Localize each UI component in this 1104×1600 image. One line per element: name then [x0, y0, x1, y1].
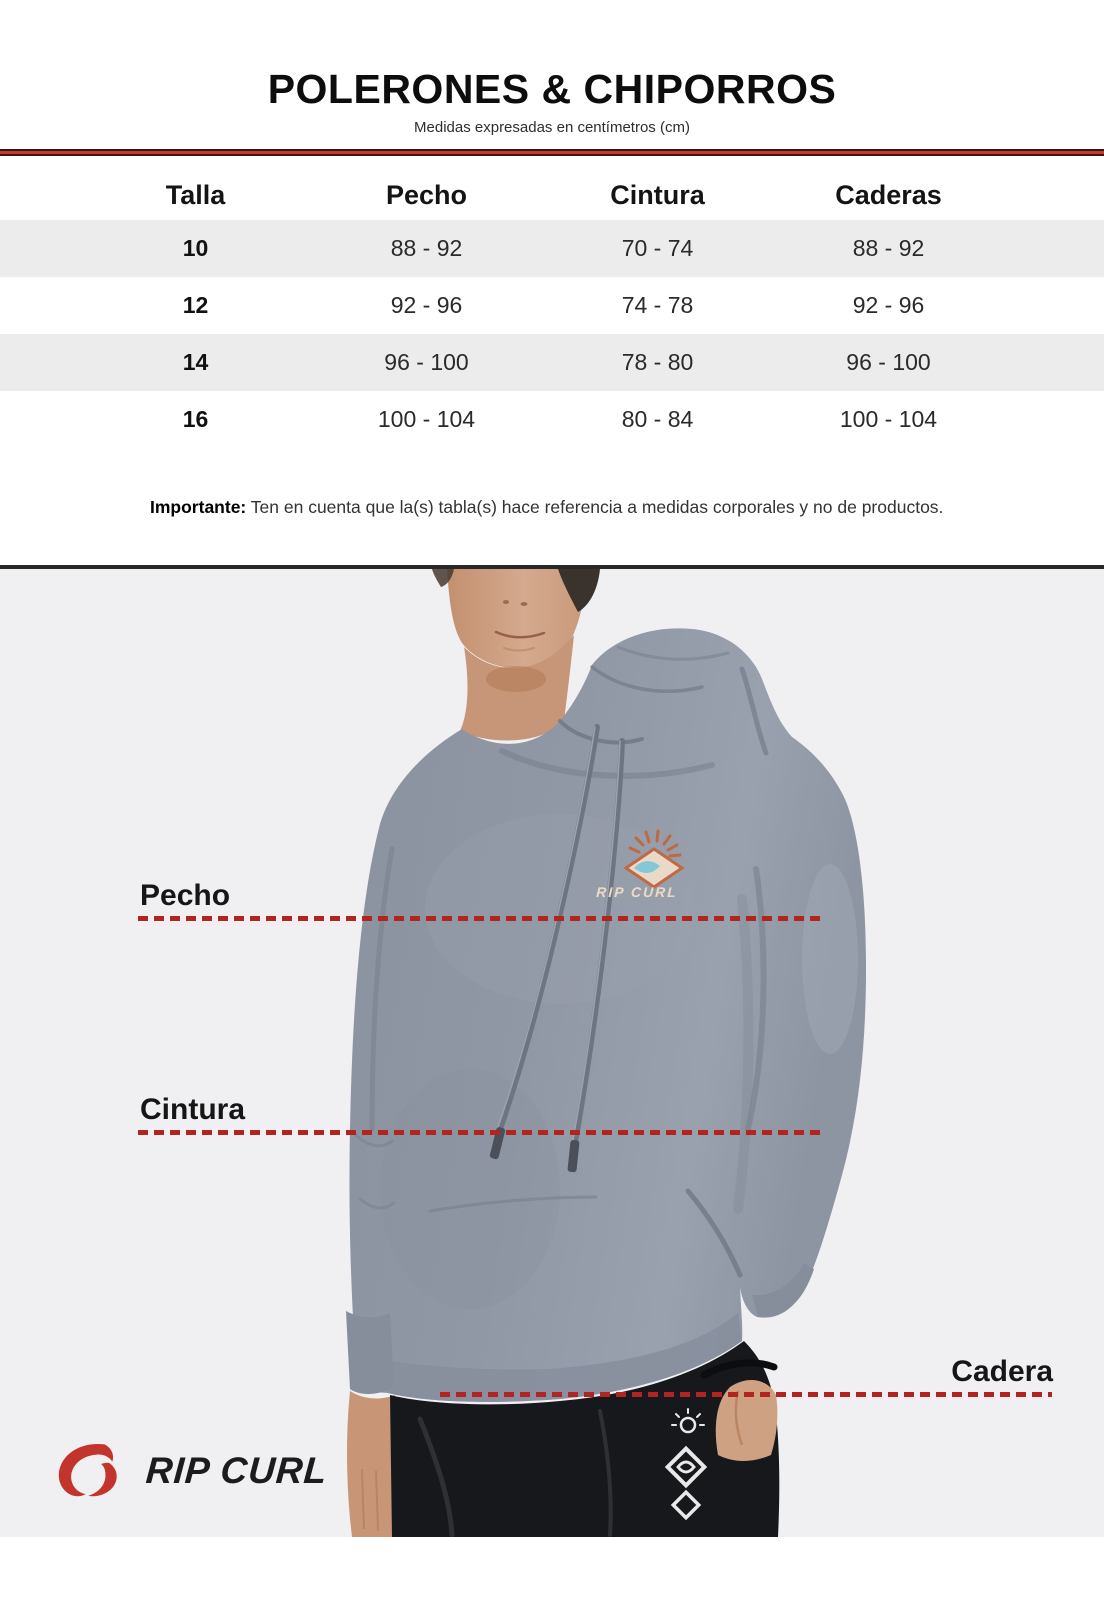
rip-curl-logo-text: RIP CURL — [144, 1450, 329, 1491]
table-row-size-10 — [0, 220, 1104, 277]
cell-pecho: 96 - 100 — [384, 349, 469, 375]
cell-talla: 14 — [182, 349, 209, 375]
column-header-talla: Talla — [165, 180, 226, 210]
cell-pecho: 100 - 104 — [377, 406, 476, 432]
cell-cintura: 78 - 80 — [621, 349, 694, 375]
pecho-dashed-line — [138, 916, 826, 921]
cell-caderas: 88 - 92 — [852, 235, 925, 261]
cadera-dashed-line — [440, 1392, 1052, 1397]
column-header-caderas: Caderas — [835, 180, 942, 210]
page-title: POLERONES & CHIPORROS — [267, 66, 837, 112]
size-table-header — [80, 170, 1004, 220]
page-subtitle: Medidas expresadas en centímetros (cm) — [414, 119, 690, 136]
table-row-size-14 — [0, 334, 1104, 391]
cell-cintura: 70 - 74 — [621, 235, 694, 261]
cell-talla: 16 — [182, 406, 209, 432]
cadera-label: Cadera — [951, 1355, 1053, 1388]
cell-caderas: 92 - 96 — [852, 292, 925, 318]
table-row-size-12 — [0, 277, 1104, 334]
cell-talla: 12 — [182, 292, 209, 318]
left-cuff — [346, 1311, 394, 1394]
cell-pecho: 92 - 96 — [390, 292, 463, 318]
pecho-label: Pecho — [140, 879, 231, 912]
important-note-label: Importante: — [150, 497, 247, 517]
cell-pecho: 88 - 92 — [390, 235, 463, 261]
model-photo — [0, 569, 1104, 1537]
cell-talla: 10 — [182, 235, 209, 261]
red-divider — [0, 149, 1104, 156]
important-note-text: Ten en cuenta que la(s) tabla(s) hace referencia a medidas corporales y no de productos. — [250, 497, 944, 517]
rip-curl-wave-icon — [52, 1441, 140, 1501]
cell-caderas: 100 - 104 — [839, 406, 938, 432]
column-header-pecho: Pecho — [385, 180, 468, 210]
cell-caderas: 96 - 100 — [846, 349, 931, 375]
table-row-size-16 — [0, 391, 1104, 448]
cintura-dashed-line — [138, 1130, 826, 1135]
cell-cintura: 80 - 84 — [621, 406, 694, 432]
important-note — [150, 497, 1050, 518]
rip-curl-logo — [52, 1441, 327, 1501]
column-header-cintura: Cintura — [610, 180, 705, 210]
cintura-label: Cintura — [140, 1093, 245, 1126]
chest-logo-text: RIP CURL — [595, 884, 679, 900]
cell-cintura: 74 - 78 — [621, 292, 694, 318]
